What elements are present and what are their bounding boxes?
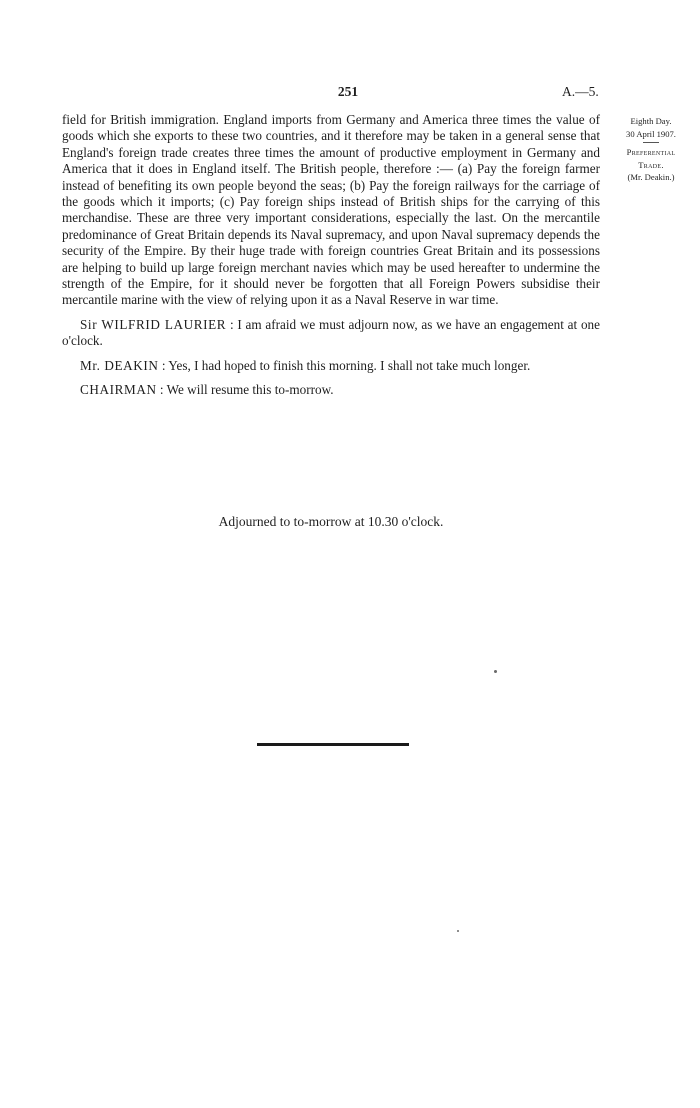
- laurier-remark: : I am afraid we must adjourn now, as we have an engagement at one o'clock.: [62, 316, 600, 349]
- page-number: 251: [337, 84, 359, 99]
- speaker-deakin: Mr. DEAKIN: [80, 357, 159, 373]
- adjournment-notice: Adjourned to to-morrow at 10.30 o'clock.: [218, 514, 444, 529]
- speaker-laurier: Sir WILFRID LAURIER: [80, 316, 227, 332]
- print-speck: [494, 670, 497, 673]
- margin-note-divider: [643, 142, 659, 143]
- margin-note-date: 30 April 1907.: [626, 128, 676, 139]
- deakin-remark: : Yes, I had hoped to finish this morning. I shall not take much longer.: [161, 357, 531, 373]
- chairman-remark: : We will resume this to-morrow.: [159, 382, 334, 398]
- speaker-chairman: CHAIRMAN: [80, 382, 157, 398]
- margin-note-speaker: (Mr. Deakin.): [627, 172, 675, 182]
- end-rule: [257, 743, 409, 746]
- margin-note-day: Eighth Day.: [630, 116, 672, 126]
- print-speck: [457, 930, 459, 932]
- paragraph-chairman: [62, 382, 600, 398]
- paragraph-deakin: [62, 358, 600, 374]
- main-text: [62, 112, 600, 399]
- margin-note-topic-line-1: Preferential: [626, 147, 676, 157]
- margin-note: [607, 115, 695, 184]
- margin-note-topic-line-2: Trade.: [638, 159, 664, 170]
- document-reference: A.—5.: [562, 84, 599, 99]
- paragraph-continuation: field for British immigration. England imports from Germany and America three times the value of goods which she exports to these two countries, and it therefore may be taken in a general sense that England's foreign trade creates three times the amount of productive employment in Germany and America that it does in England itself. The British people, therefore :— (a) Pay the foreign farmer instead of benefiting its own people beyond the seas; (b) Pay the foreign railways for the carriage of the goods which it imports; (c) Pay foreign ships instead of British ships for the carrying of this merchandise. These are three very important considerations, especially the last. On the mercantile predominance of Great Britain depends its Naval supremacy, and upon Naval supremacy depends the security of the Empire. By their huge trade with foreign countries Great Britain and its possessions are helping to build up large foreign merchant navies which may be used hereafter to undermine the strength of the Empire, for it should never be forgotten that all Foreign Powers subsidise their mercantile marine with the view of relying upon it as a Naval Reserve in war time.: [62, 112, 600, 308]
- paragraph-laurier: [62, 317, 600, 350]
